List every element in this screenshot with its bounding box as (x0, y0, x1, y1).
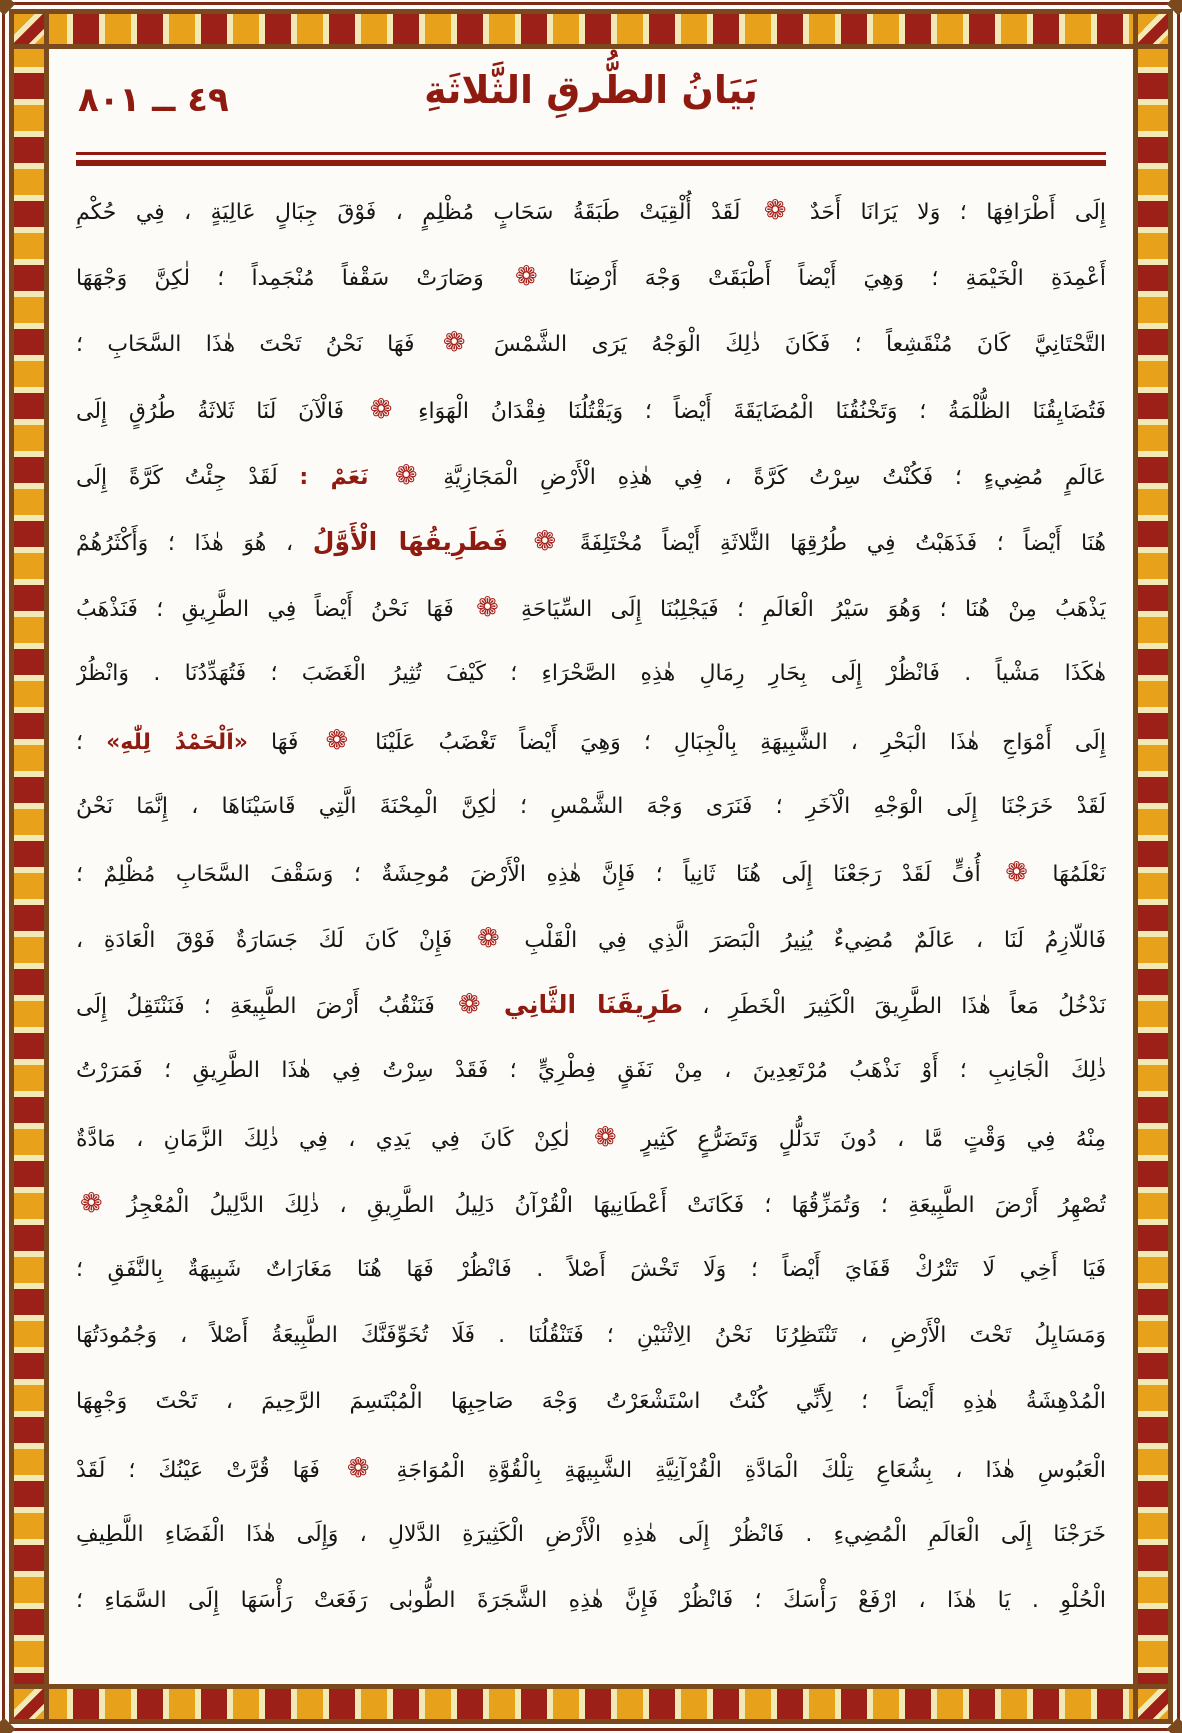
border-chain-top (9, 9, 1173, 49)
text-line (76, 310, 1106, 376)
text-line (76, 1303, 1106, 1369)
text-segment: فَهَا قُرَّتْ عَيْنُكَ ؛ لَقَدْ (76, 1457, 343, 1483)
page-title: بَيَانُ الطُّرقِ الثَّلاثَةِ (424, 68, 758, 112)
text-segment: فَهَا نَحْنُ تَحْتَ هٰذَا السَّحَابِ ؛ (76, 332, 439, 358)
text-segment: الْعَبُوسِ هٰذَا ، بِشُعَاعِ تِلْكَ الْمَادَّةِ الْقُرْآنِيَّةِ الشَّبِيهَةِ بِالْقُوَّةِ الْمُوَاجَةِ (373, 1457, 1106, 1483)
text-segment: إِلَى أَمْوَاجِ هٰذَا الْبَحْرِ ، الشَّبِيهَةِ بِالْجِبَالِ ؛ وَهِيَ أَيْضاً تَغْضَبُ عَلَيْنَا (352, 729, 1106, 755)
text-line (76, 575, 1106, 641)
text-line (76, 840, 1106, 906)
text-segment: تُصْهِرُ أَرْضَ الطَّبِيعَةِ ؛ وَتُمَزِّقُهَا ؛ فَكَانَتْ أَعْطَانِيهَا الْقُرْآنُ دَلِيلُ الطَّرِيقِ ، ذٰلِكَ الدَّلِيلُ الْمُعْجِزُ (106, 1192, 1106, 1218)
text-line (76, 641, 1106, 707)
text-segment: فَهَا نَحْنُ أَيْضاً فِي الطَّرِيقِ ؛ فَنَذْهَبُ (76, 597, 473, 623)
rosette-separator-icon: ❁ (514, 261, 538, 293)
text-line (76, 1436, 1106, 1502)
border-chain-bottom (9, 1684, 1173, 1724)
rosette-separator-icon: ❁ (1005, 856, 1028, 888)
rosette-separator-icon: ❁ (533, 525, 557, 557)
border-corner (9, 1684, 49, 1724)
text-segment: لَقَدْ خَرَجْنَا إِلَى الْوَجْهِ الْآخَرِ ؛ فَنَرَى وَجْهَ الشَّمْسِ ؛ لٰكِنَّ الْمِحْنَةَ الَّتِي قَاسَيْنَاهَا ، إِنَّمَا نَحْنُ (76, 793, 1106, 819)
text-segment: لَقَدْ جِئْتُ كَرَّةً إِلَى (76, 464, 300, 490)
text-segment: الْمُدْهِشَةُ هٰذِهِ أَيْضاً ؛ لِأَنِّي كُنْتُ اسْتَشْعَرْتُ وَجْهَ صَاحِبِهَا الْمُبْتَسِمَ الرَّحِيمَ ، تَحْتَ وَجْهِهَا (76, 1389, 1106, 1415)
text-segment: مِنْهُ فِي وَقْتٍ مَّا ، دُونَ تَدَلُّلٍ وَتَضَرُّعٍ كَثِيرٍ (620, 1126, 1106, 1152)
text-line (76, 509, 1106, 575)
text-segment: لٰكِنْ كَانَ فِي يَدِي ، فِي ذٰلِكَ الزَّمَانِ ، مَادَّةٌ (76, 1126, 590, 1152)
text-segment: التَّحْتَانِيَّ كَانَ مُنْقَشِعاً ؛ فَكَانَ ذٰلِكَ الْوَجْهُ يَرَى الشَّمْسَ (469, 332, 1106, 358)
text-segment: فَتُضَايِقُنَا الظُّلْمَةُ ؛ وَتَخْنُقُنَا الْمُضَايَقَةَ أَيْضاً ؛ وَيَقْتُلُنَا فِقْدَانُ الْهَوَاءِ (396, 398, 1106, 424)
rosette-separator-icon: ❁ (325, 724, 349, 756)
text-line (76, 972, 1106, 1038)
text-line (76, 1237, 1106, 1303)
rosette-separator-icon: ❁ (80, 1187, 103, 1219)
text-line (76, 1038, 1106, 1104)
rosette-separator-icon: ❁ (476, 592, 499, 624)
text-segment: وَمَسَايِلُ تَحْتَ الْأَرْضِ ، تَنْتَظِرُنَا نَحْنُ الِاثْنَيْنِ ؛ فَتَنْقُلُنَا . فَلَا تُخَوِّفَنَّكَ الطَّبِيعَةُ أَصْلاً ، وَجُمُودَتُهَا (76, 1323, 1106, 1349)
rosette-separator-icon: ❁ (458, 989, 481, 1021)
text-segment: ذٰلِكَ الْجَانِبِ ؛ أَوْ نَذْهَبُ مُرْتَعِدِينَ ، مِنْ نَفَقٍ فِطْرِيٍّ ؛ فَقَدْ سِرْتُ فِي هٰذَا الطَّرِيقِ ؛ فَمَرَرْتُ (76, 1058, 1106, 1084)
highlighted-text-segment: طَرِيقَنَا الثَّانِي (503, 990, 684, 1020)
text-line (76, 1105, 1106, 1171)
highlighted-text-segment: «اَلْحَمْدُ لِلّٰهِ» (106, 729, 248, 755)
highlighted-text-segment: فَطَرِيقُهَا الْأَوَّلُ (312, 526, 530, 556)
text-segment: الْحُلْوِ . يَا هٰذَا ، ارْفَعْ رَأْسَكَ ؛ فَانْظُرْ فَإِنَّ هٰذِهِ الشَّجَرَةَ الطُّوبٰى رَفَعَتْ رَأْسَهَا إِلَى السَّمَاءِ ؛ (76, 1587, 1106, 1613)
rosette-separator-icon: ❁ (593, 1121, 617, 1153)
text-segment: فَهَا (247, 729, 322, 755)
page-header (78, 64, 1104, 142)
text-segment: ؛ (76, 729, 107, 755)
text-line (76, 774, 1106, 840)
text-segment: فَنَنْقُبُ أَرْضَ الطَّبِيعَةِ ؛ فَنَنْتَقِلُ إِلَى (76, 994, 455, 1020)
page-number: ٤٩ ــ ٨٠١ (78, 80, 229, 120)
text-segment: نَدْخُلُ مَعاً هٰذَا الطَّرِيقَ الْكَثِيرَ الْخَطَرِ ، (683, 994, 1106, 1020)
border-corner (9, 9, 49, 49)
text-segment: إِلَى أَطْرَافِهَا ؛ وَلا يَرَانَا أَحَدٌ (790, 200, 1106, 225)
rosette-separator-icon: ❁ (394, 459, 418, 491)
text-segment: لَقَدْ أُلْقِيَتْ طَبَقَةُ سَحَابٍ مُظْلِمٍ ، فَوْقَ جِبَالٍ عَالِيَةٍ ، فِي حُكْمِ (76, 200, 760, 225)
text-line (76, 244, 1106, 310)
text-segment: ، هُوَ هٰذَا ؛ وَأَكْثَرُهُمْ (76, 530, 313, 556)
border-chain-right (1133, 9, 1173, 1724)
text-segment: هُنَا أَيْضاً ؛ فَذَهَبْتُ فِي طُرُقِهَا الثَّلاثَةِ أَيْضاً مُخْتَلِفَةً (560, 530, 1106, 556)
text-segment: هٰكَذَا مَشْياً . فَانْظُرْ إِلَى بِحَارِ رِمَالِ هٰذِهِ الصَّحْرَاءِ ؛ كَيْفَ تُثِيرُ الْغَضَبَ ؛ فَتُهَدِّدُنَا . وَانْظُرْ (76, 661, 1106, 687)
text-line (76, 178, 1106, 244)
text-segment: فَإِنْ كَانَ لَكَ جَسَارَةٌ فَوْقَ الْعَادَةِ ، (76, 928, 473, 954)
text-line (76, 1568, 1106, 1634)
text-segment (485, 994, 504, 1019)
text-segment: وَصَارَتْ سَقْفاً مُنْجَمِداً ؛ لٰكِنَّ وَجْهَهَا (76, 266, 511, 292)
text-segment: نَعْلَمُهَا (1031, 861, 1106, 887)
text-segment: أَعْمِدَةِ الْخَيْمَةِ ؛ وَهِيَ أَيْضاً أَطْبَقَتْ وَجْهَ أَرْضِنَا (541, 266, 1106, 292)
text-segment: أُفٍّ لَقَدْ رَجَعْنَا إِلَى هُنَا ثَانِياً ؛ فَإِنَّ هٰذِهِ الْأَرْضَ مُوحِشَةٌ ؛ وَسَقْفَ السَّحَابِ مُظْلِمٌ ؛ (76, 861, 1002, 887)
text-line (76, 906, 1106, 972)
rosette-separator-icon: ❁ (369, 393, 393, 425)
text-segment: فَاللّازِمُ لَنَا ، عَالَمٌ مُضِيءٌ يُنِيرُ الْبَصَرَ الَّذِي فِي الْقَلْبِ (503, 928, 1106, 954)
text-line (76, 1502, 1106, 1568)
text-segment: فَالْآنَ لَنَا ثَلاثَةُ طُرُقٍ إِلَى (76, 398, 366, 424)
text-segment: خَرَجْنَا إِلَى الْعَالَمِ الْمُضِيءِ . فَانْظُرْ إِلَى هٰذِهِ الْأَرْضِ الْكَثِيرَةِ الدَّلالِ ، وَإِلَى هٰذَا الْفَضَاءِ اللَّطِيفِ (76, 1521, 1106, 1547)
header-divider (76, 152, 1106, 166)
text-line (76, 1369, 1106, 1435)
text-segment: فَيَا أَخِي لَا تَتْرُكْ قَفَايَ أَيْضاً ؛ وَلَا تَخْشَ أَصْلاً . فَانْظُرْ فَهَا هُنَا مَغَارَاتٌ شَبِيهَةٌ بِالنَّفَقِ ؛ (76, 1257, 1106, 1282)
body-text (76, 178, 1106, 1634)
text-line (76, 1171, 1106, 1237)
border-chain-left (9, 9, 49, 1724)
highlighted-text-segment: نَعَمْ : (299, 464, 391, 490)
text-line (76, 708, 1106, 774)
border-corner (1133, 1684, 1173, 1724)
rosette-separator-icon: ❁ (442, 327, 466, 359)
rosette-separator-icon: ❁ (346, 1452, 370, 1484)
rosette-separator-icon: ❁ (763, 195, 787, 226)
text-line (76, 377, 1106, 443)
text-line (76, 443, 1106, 509)
text-segment: يَذْهَبُ مِنْ هُنَا ؛ وَهُوَ سَيْرُ الْعَالَمِ ؛ فَيَجْلِبُنَا إِلَى السِّيَاحَةِ (502, 597, 1106, 623)
text-segment: عَالَمٍ مُضِيءٍ ؛ فَكُنْتُ سِرْتُ كَرَّةً ، فِي هٰذِهِ الْأَرْضِ الْمَجَازِيَّةِ (421, 464, 1106, 490)
border-corner (1133, 9, 1173, 49)
rosette-separator-icon: ❁ (476, 923, 500, 955)
